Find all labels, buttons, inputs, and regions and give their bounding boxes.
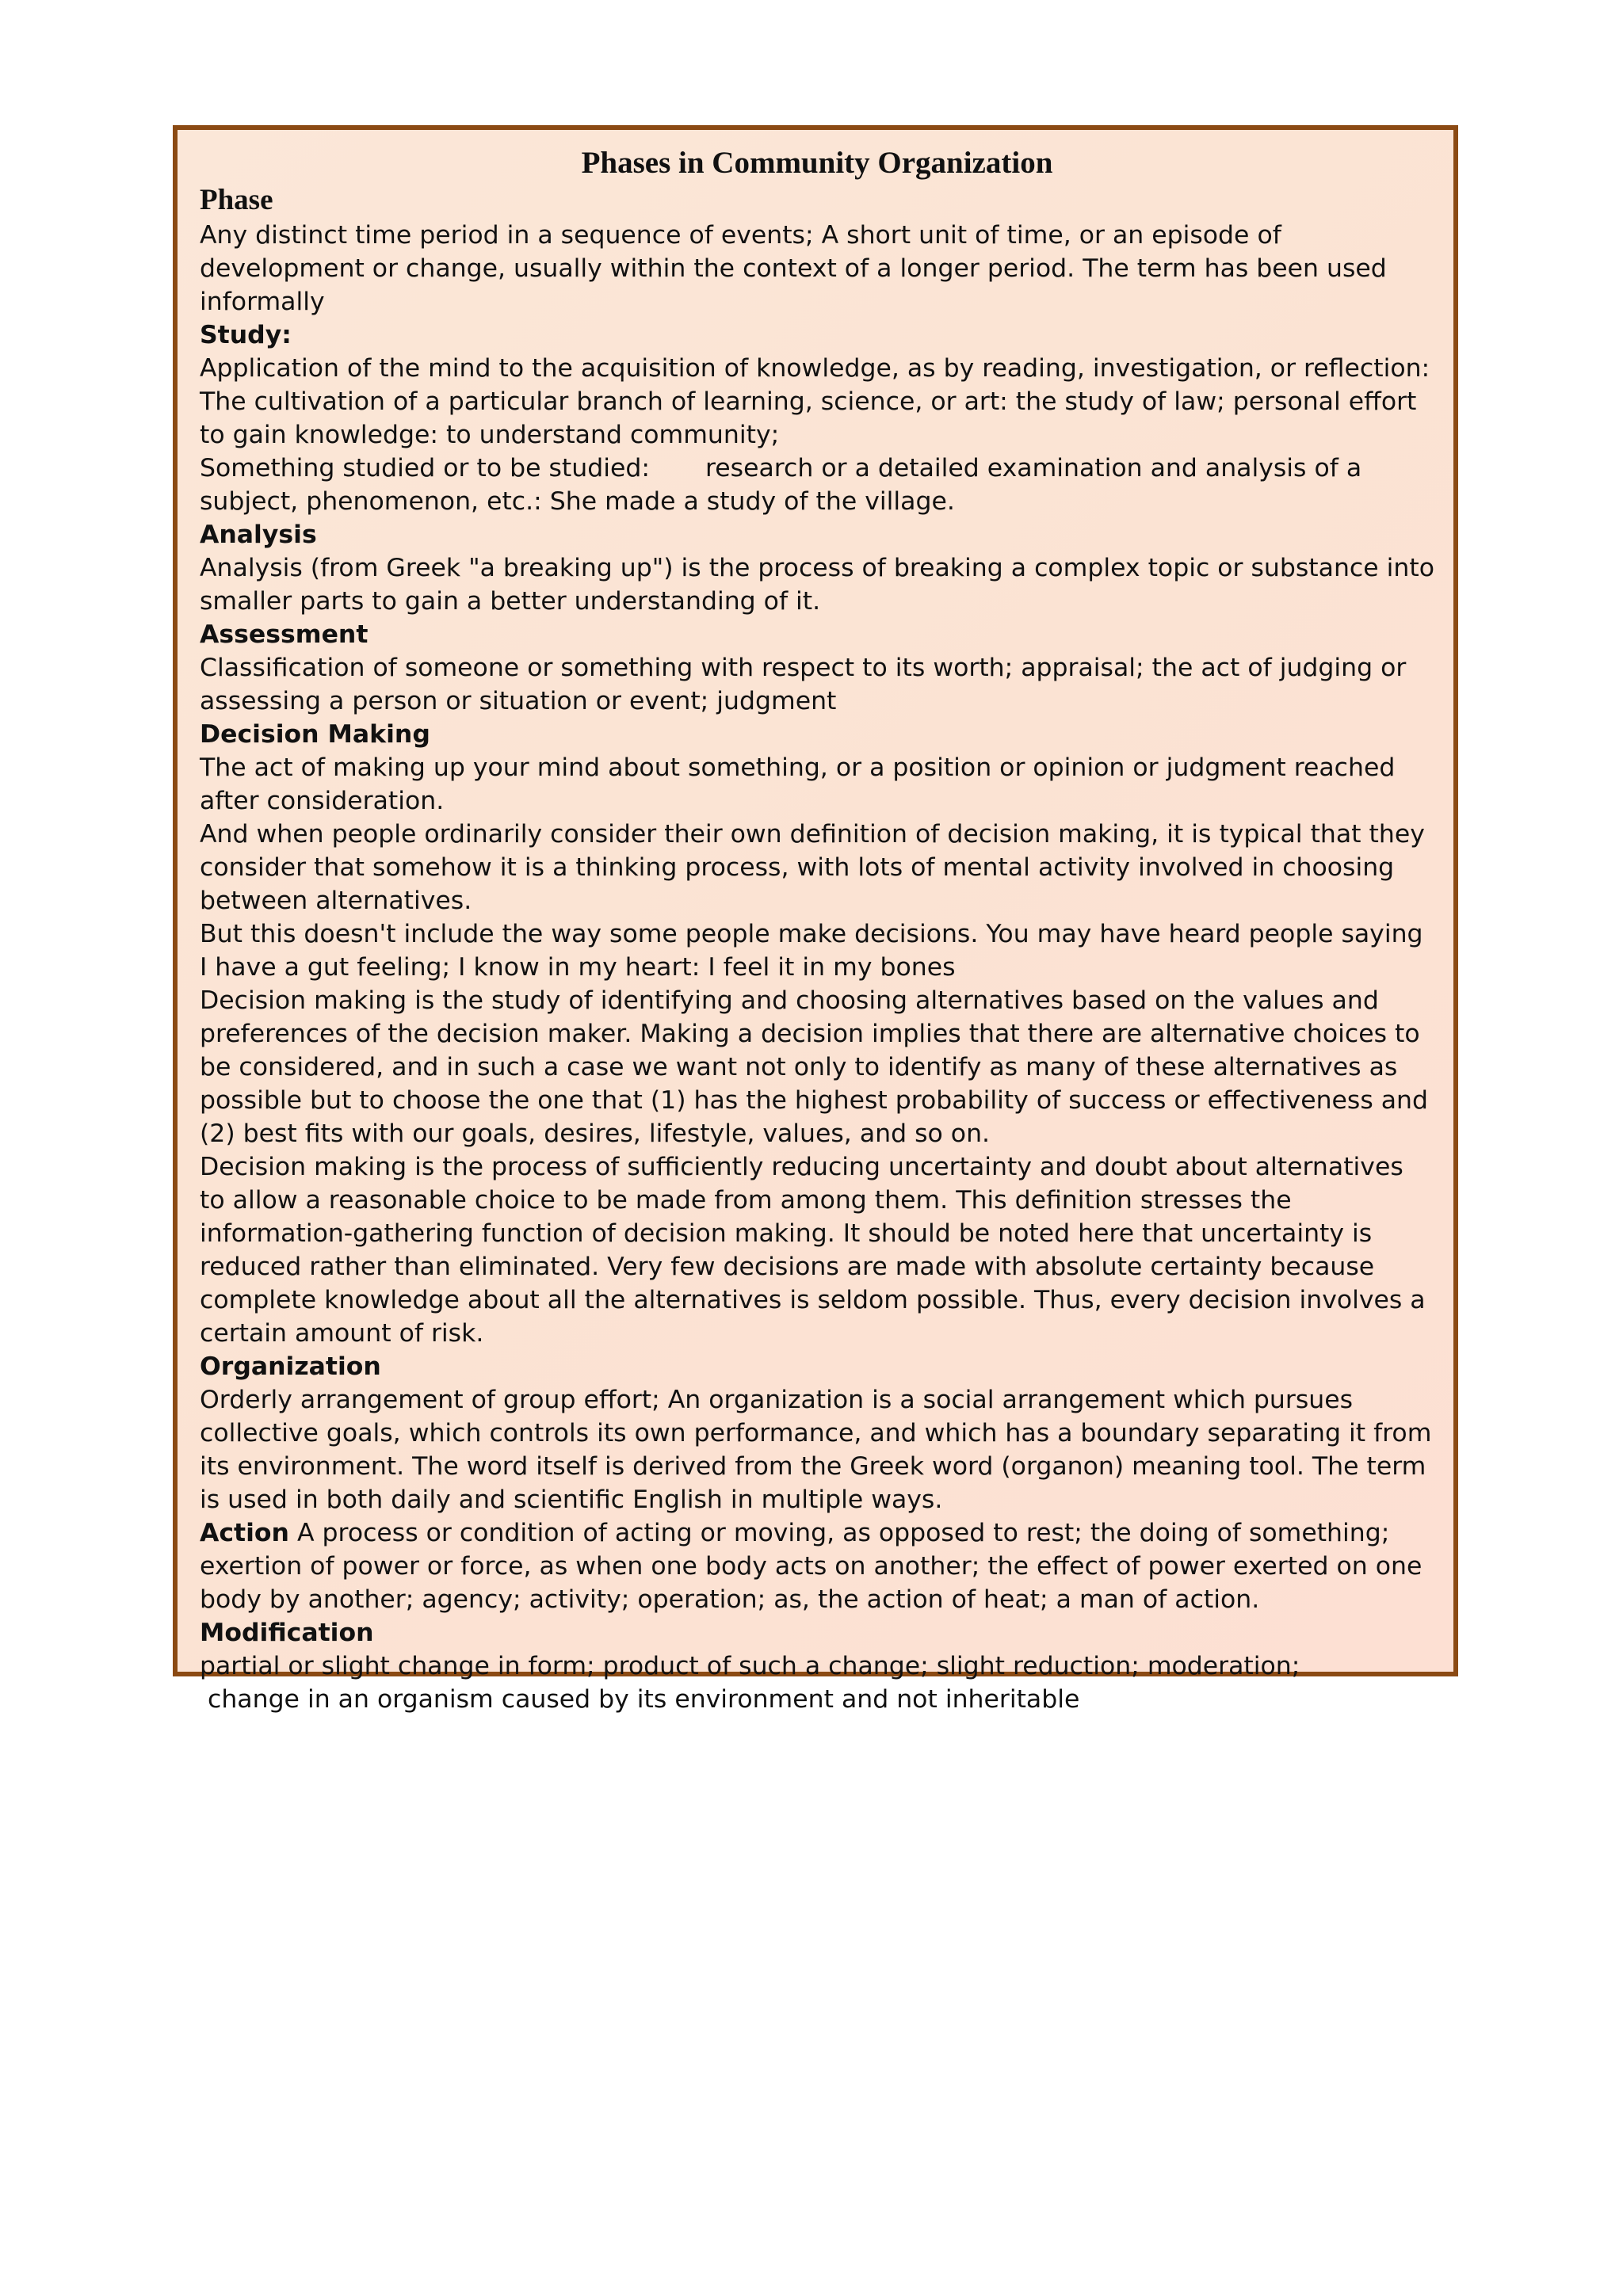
paragraph-modification-2: change in an organism caused by its environment and not inheritable [200, 1685, 1080, 1714]
paragraph-decision-making-1: The act of making up your mind about something, or a position or opinion or judgment reached after consideration. [200, 753, 1403, 815]
paragraph-decision-making-2: And when people ordinarily consider their own definition of decision making, it is typical that they consider that somehow it is a thinking process, with lots of mental activity involved in choosing between alternatives. [200, 820, 1433, 915]
paragraph-analysis-definition: Analysis (from Greek "a breaking up") is the process of breaking a complex topic or substance into smaller parts to gain a better understanding of it. [200, 554, 1442, 616]
paragraph-study-example: Something studied or to be studied: research or a detailed examination and analysis of a subject, phenomenon, etc.: She made a study of the village. [200, 454, 1370, 516]
paragraph-study-definition: Application of the mind to the acquisition of knowledge, as by reading, investigation, or reflection: The cultivation of a particular branch of learning, science, or art: the study of law; personal effort to gain knowledge: to understand community; [200, 354, 1438, 449]
document-title: Phases in Community Organization [581, 146, 1053, 180]
section-heading-action: Action [200, 1519, 289, 1547]
paragraph-decision-making-3: But this doesn't include the way some people make decisions. You may have heard people saying I have a gut feeling; I know in my heart: I feel it in my bones [200, 920, 1431, 982]
paragraph-modification-1: partial or slight change in form; product of such a change; slight reduction; moderation; [200, 1652, 1300, 1680]
section-heading-organization: Organization [200, 1352, 381, 1381]
section-heading-assessment: Assessment [200, 620, 369, 649]
section-heading-modification: Modification [200, 1619, 374, 1647]
paragraph-action [200, 1516, 1434, 1616]
paragraph-phase-definition: Any distinct time period in a sequence of events; A short unit of time, or an episode of development or change, usually within the context of a longer period. The term has been used informally [200, 221, 1395, 316]
paragraph-organization-definition: Orderly arrangement of group effort; An organization is a social arrangement which pursues collective goals, which controls its own performance, and which has a boundary separating it from its environment. The word itself is derived from the Greek word (organon) meaning tool. The term is used in both daily and scientific English in multiple ways. [200, 1386, 1440, 1514]
paragraph-assessment-definition: Classification of someone or something with respect to its worth; appraisal; the act of judging or assessing a person or situation or event; judgment [200, 654, 1415, 715]
action-definition-text: A process or condition of acting or moving, as opposed to rest; the doing of something; exertion of power or force, as when one body acts on another; the effect of power exerted on one body by another; agency; activity; operation; as, the action of heat; a man of action. [200, 1519, 1430, 1614]
section-heading-phase: Phase [200, 184, 273, 216]
paragraph-decision-making-4: Decision making is the study of identifying and choosing alternatives based on the values and preferences of the decision maker. Making a decision implies that there are alternative choices to be considered, and in such a case we want not only to identify as many of these alternatives as possible but to choose the one that (1) has the highest probability of success or effectiveness and (2) best fits with our goals, desires, lifestyle, values, and so on. [200, 986, 1437, 1148]
section-heading-decision-making: Decision Making [200, 720, 430, 749]
section-heading-analysis: Analysis [200, 521, 317, 549]
section-heading-study: Study: [200, 321, 292, 349]
paragraph-decision-making-5: Decision making is the process of sufficiently reducing uncertainty and doubt about alternatives to allow a reasonable choice to be made from among them. This definition stresses the information-gathering function of decision making. It should be noted here that uncertainty is reduced rather than eliminated. Very few decisions are made with absolute certainty because complete knowledge about all the alternatives is seldom possible. Thus, every decision involves a certain amount of risk. [200, 1153, 1434, 1348]
document-panel [173, 125, 1458, 1714]
